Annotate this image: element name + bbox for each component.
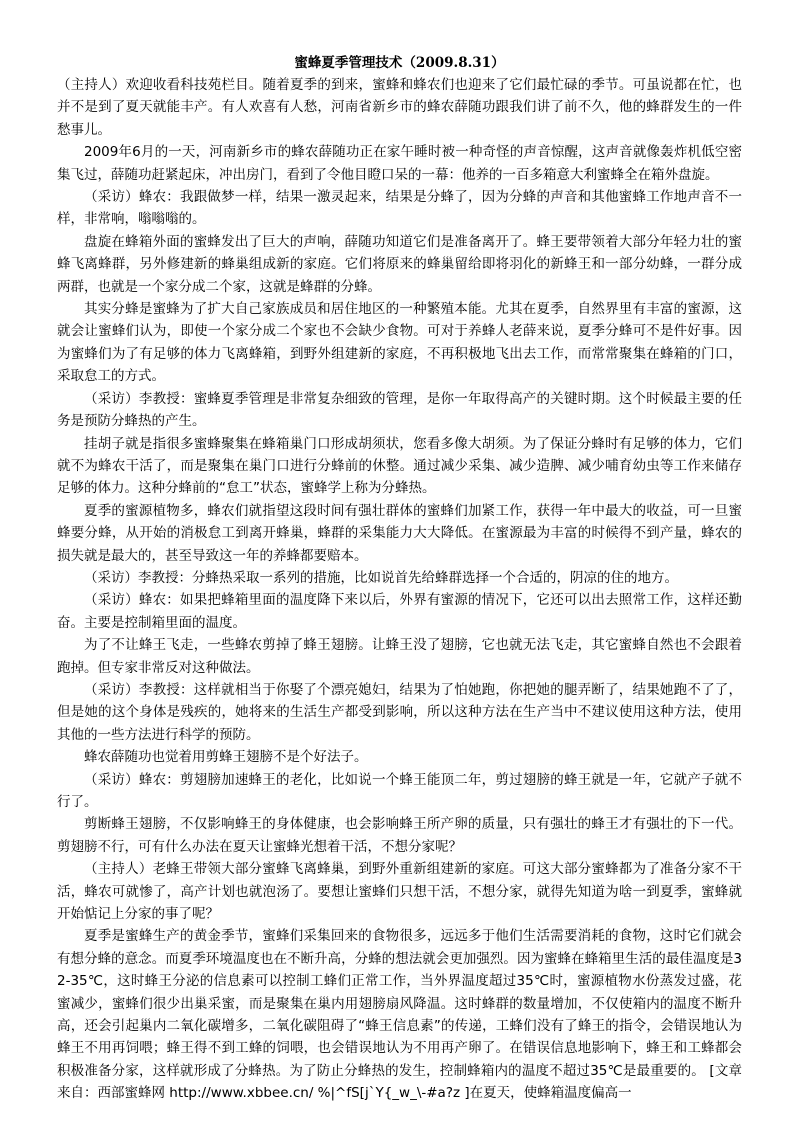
paragraph: （主持人）老蜂王带领大部分蜜蜂飞离蜂巢，到野外重新组建新的家庭。可这大部分蜜蜂都为了准备分家不干活，蜂农可就惨了，高产计划也就泡汤了。要想让蜜蜂们只想干活，不想分家，就得先知道为啥一到夏季，蜜蜂就开始惦记上分家的事了呢？ <box>57 861 742 923</box>
paragraph: （采访）蜂农：剪翅膀加速蜂王的老化，比如说一个蜂王能顶二年，剪过翅膀的蜂王就是一年，它就产子就不行了。 <box>57 771 742 810</box>
paragraph: 盘旋在蜂箱外面的蜜蜂发出了巨大的声响，薛随功知道它们是准备离开了。蜂王要带领着大部分年轻力壮的蜜蜂飞离蜂群，另外修建新的蜂巢组成新的家庭。它们将原来的蜂巢留给即将羽化的新蜂王和一部分幼蜂，一群分成两群，也就是一个家分成二个家，这就是蜂群的分蜂。 <box>57 233 742 295</box>
paragraph: （采访）李教授：分蜂热采取一系列的措施，比如说首先给蜂群选择一个合适的，阴凉的住的地方。 <box>84 569 678 586</box>
paragraph: （采访）蜂农：我跟做梦一样，结果一激灵起来，结果是分蜂了，因为分蜂的声音和其他蜜蜂工作地声音不一样，非常响，嗡嗡嗡的。 <box>57 189 742 228</box>
paragraph: （主持人）欢迎收看科技苑栏目。随着夏季的到来，蜜蜂和蜂农们也迎来了它们最忙碌的季节。可虽说都在忙，也并不是到了夏天就能丰产。有人欢喜有人愁，河南省新乡市的蜂农薛随功跟我们讲了前不久，他的蜂群发生的一件愁事儿。 <box>57 77 742 138</box>
paragraph: 2009年6月的一天，河南新乡市的蜂农薛随功正在家午睡时被一种奇怪的声音惊醒，这声音就像轰炸机低空密集飞过，薛随功赶紧起床，冲出房门，看到了令他目瞪口呆的一幕：他养的一百多箱意大利蜜蜂全在箱外盘旋。 <box>57 144 742 183</box>
document-body <box>57 74 742 1105</box>
paragraph: 剪断蜂王翅膀，不仅影响蜂王的身体健康，也会影响蜂王所产卵的质量，只有强壮的蜂王才有强壮的下一代。剪翅膀不行，可有什么办法在夏天让蜜蜂光想着干活，不想分家呢？ <box>57 816 742 855</box>
paragraph: 挂胡子就是指很多蜜蜂聚集在蜂箱巢门口形成胡须状，您看多像大胡须。为了保证分蜂时有足够的体力，它们就不为蜂农干活了，而是聚集在巢门口进行分蜂前的休整。通过减少采集、减少造脾、减少哺育幼虫等工作来储存足够的体力。这种分蜂前的“怠工”状态，蜜蜂学上称为分蜂热。 <box>57 435 742 497</box>
paragraph: 蜂农薛随功也觉着用剪蜂王翅膀不是个好法子。 <box>84 749 368 766</box>
paragraph: 夏季是蜜蜂生产的黄金季节，蜜蜂们采集回来的食物很多，远远多于他们生活需要消耗的食物，这时它们就会有想分蜂的意念。而夏季环境温度也在不断升高，分蜂的想法就会更加强烈。因为蜜蜂在蜂箱里生活的最佳温度是32-35℃，这时蜂王分泌的信息素可以控制工蜂们正常工作，当外界温度超过35℃时，蜜源植物水份蒸发过盛，花蜜减少，蜜蜂们很少出巢采蜜，而是聚集在巢内用翅膀扇风降温。这时蜂群的数量增加，不仅使箱内的温度不断升高，还会引起巢内二氧化碳增多，二氧化碳阻碍了“蜂王信息素”的传递，工蜂们没有了蜂王的指令，会错误地认为蜂王不用再饲喂；蜂王得不到工蜂的饲喂，也会错误地认为不用再产卵了。在错误信息地影响下，蜂王和工蜂都会积极准备分家，这样就形成了分蜂热。为了防止分蜂热的发生，控制蜂箱内的温度不超过35℃是最重要的。 [文章来自：西部蜜蜂网 http://www.xbbee.cn/ %|^fS[j`Y{_w_\-#a?z ]在夏天，使蜂箱温度偏高一 <box>57 928 742 1102</box>
paragraph: 为了不让蜂王飞走，一些蜂农剪掉了蜂王翅膀。让蜂王没了翅膀，它也就无法飞走，其它蜜蜂自然也不会跟着跑掉。但专家非常反对这种做法。 <box>57 637 742 676</box>
paragraph: 其实分蜂是蜜蜂为了扩大自己家族成员和居住地区的一种繁殖本能。尤其在夏季，自然界里有丰富的蜜源，这就会让蜜蜂们认为，即使一个家分成二个家也不会缺少食物。可对于养蜂人老薛来说，夏季分蜂可不是件好事。因为蜜蜂们为了有足够的体力飞离蜂箱，到野外组建新的家庭，不再积极地飞出去工作，而常常聚集在蜂箱的门口，采取怠工的方式。 <box>57 301 742 385</box>
document-title: 蜜蜂夏季管理技术（2009.8.31） <box>294 55 505 71</box>
paragraph: （采访）蜂农：如果把蜂箱里面的温度降下来以后，外界有蜜源的情况下，它还可以出去照常工作，这样还勤奋。主要是控制箱里面的温度。 <box>57 592 742 631</box>
paragraph: （采访）李教授：这样就相当于你娶了个漂亮媳妇，结果为了怕她跑，你把她的腿弄断了，结果她跑不了了，但是她的这个身体是残疾的，她将来的生活生产都受到影响，所以这种方法在生产当中不建议使用这种方法，使用其他的一些方法进行科学的预防。 <box>57 681 742 743</box>
paragraph: （采访）李教授：蜜蜂夏季管理是非常复杂细致的管理，是你一年取得高产的关键时期。这个时候最主要的任务是预防分蜂热的产生。 <box>57 390 742 430</box>
paragraph: 夏季的蜜源植物多，蜂农们就指望这段时间有强壮群体的蜜蜂们加紧工作，获得一年中最大的收益，可一旦蜜蜂要分蜂，从开始的消极怠工到离开蜂巢，蜂群的采集能力大大降低。在蜜源最为丰富的时候得不到产量，蜂农的损失就是最大的，甚至导致这一年的养蜂都要赔本。 <box>57 502 742 564</box>
